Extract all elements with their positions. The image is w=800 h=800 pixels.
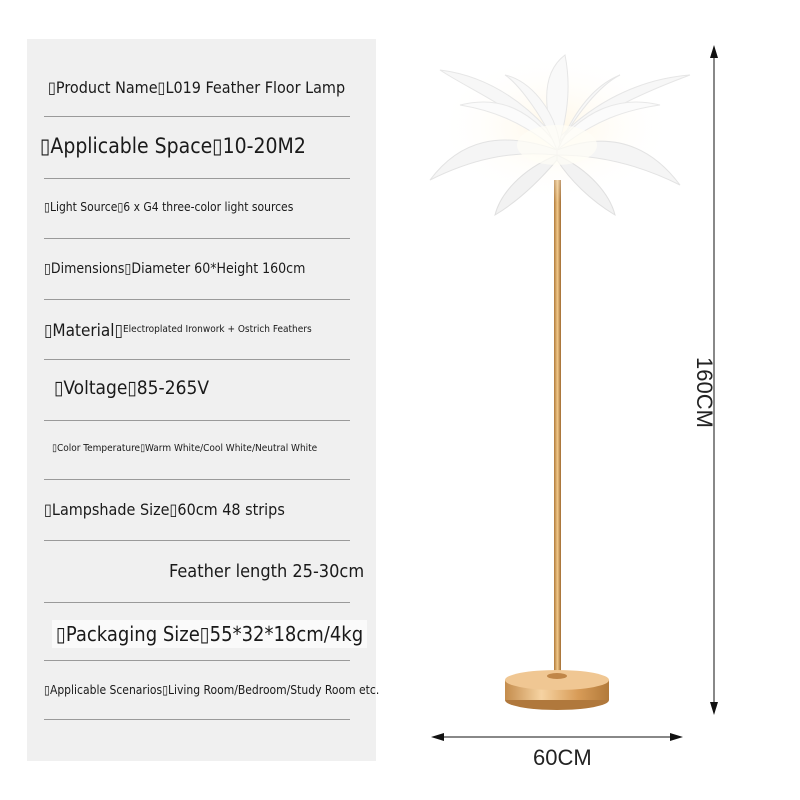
spec-packaging-size: ▯Packaging Size▯55*32*18cm/4kg — [52, 620, 367, 648]
spec-color-temperature: ▯Color Temperature▯Warm White/Cool White/Neutral White — [52, 443, 318, 454]
spec-product-name: ▯Product Name▯L019 Feather Floor Lamp — [48, 78, 346, 97]
spec-material-value: Electroplated Ironwork + Ostrich Feathers — [122, 324, 312, 335]
spec-voltage: ▯Voltage▯85-265V — [54, 377, 210, 399]
spec-applicable-scenarios: ▯Applicable Scenarios▯Living Room/Bedroom/Study Room etc. — [44, 683, 380, 697]
spec-dimensions: ▯Dimensions▯Diameter 60*Height 160cm — [44, 261, 306, 277]
spec-feather-length: Feather length 25-30cm — [169, 561, 365, 582]
width-arrow — [431, 733, 683, 741]
width-label: 60CM — [533, 745, 592, 770]
feather-shade — [430, 55, 690, 215]
spec-light-source: ▯Light Source▯6 x G4 three-color light sources — [44, 200, 294, 214]
spec-material-label: ▯Material▯ — [44, 321, 123, 341]
lamp-pole — [554, 180, 561, 678]
spec-applicable-space: ▯Applicable Space▯10-20M2 — [40, 134, 306, 158]
height-label: 160CM — [692, 357, 717, 428]
spec-lampshade-size: ▯Lampshade Size▯60cm 48 strips — [44, 500, 285, 519]
lamp-base — [505, 670, 609, 710]
